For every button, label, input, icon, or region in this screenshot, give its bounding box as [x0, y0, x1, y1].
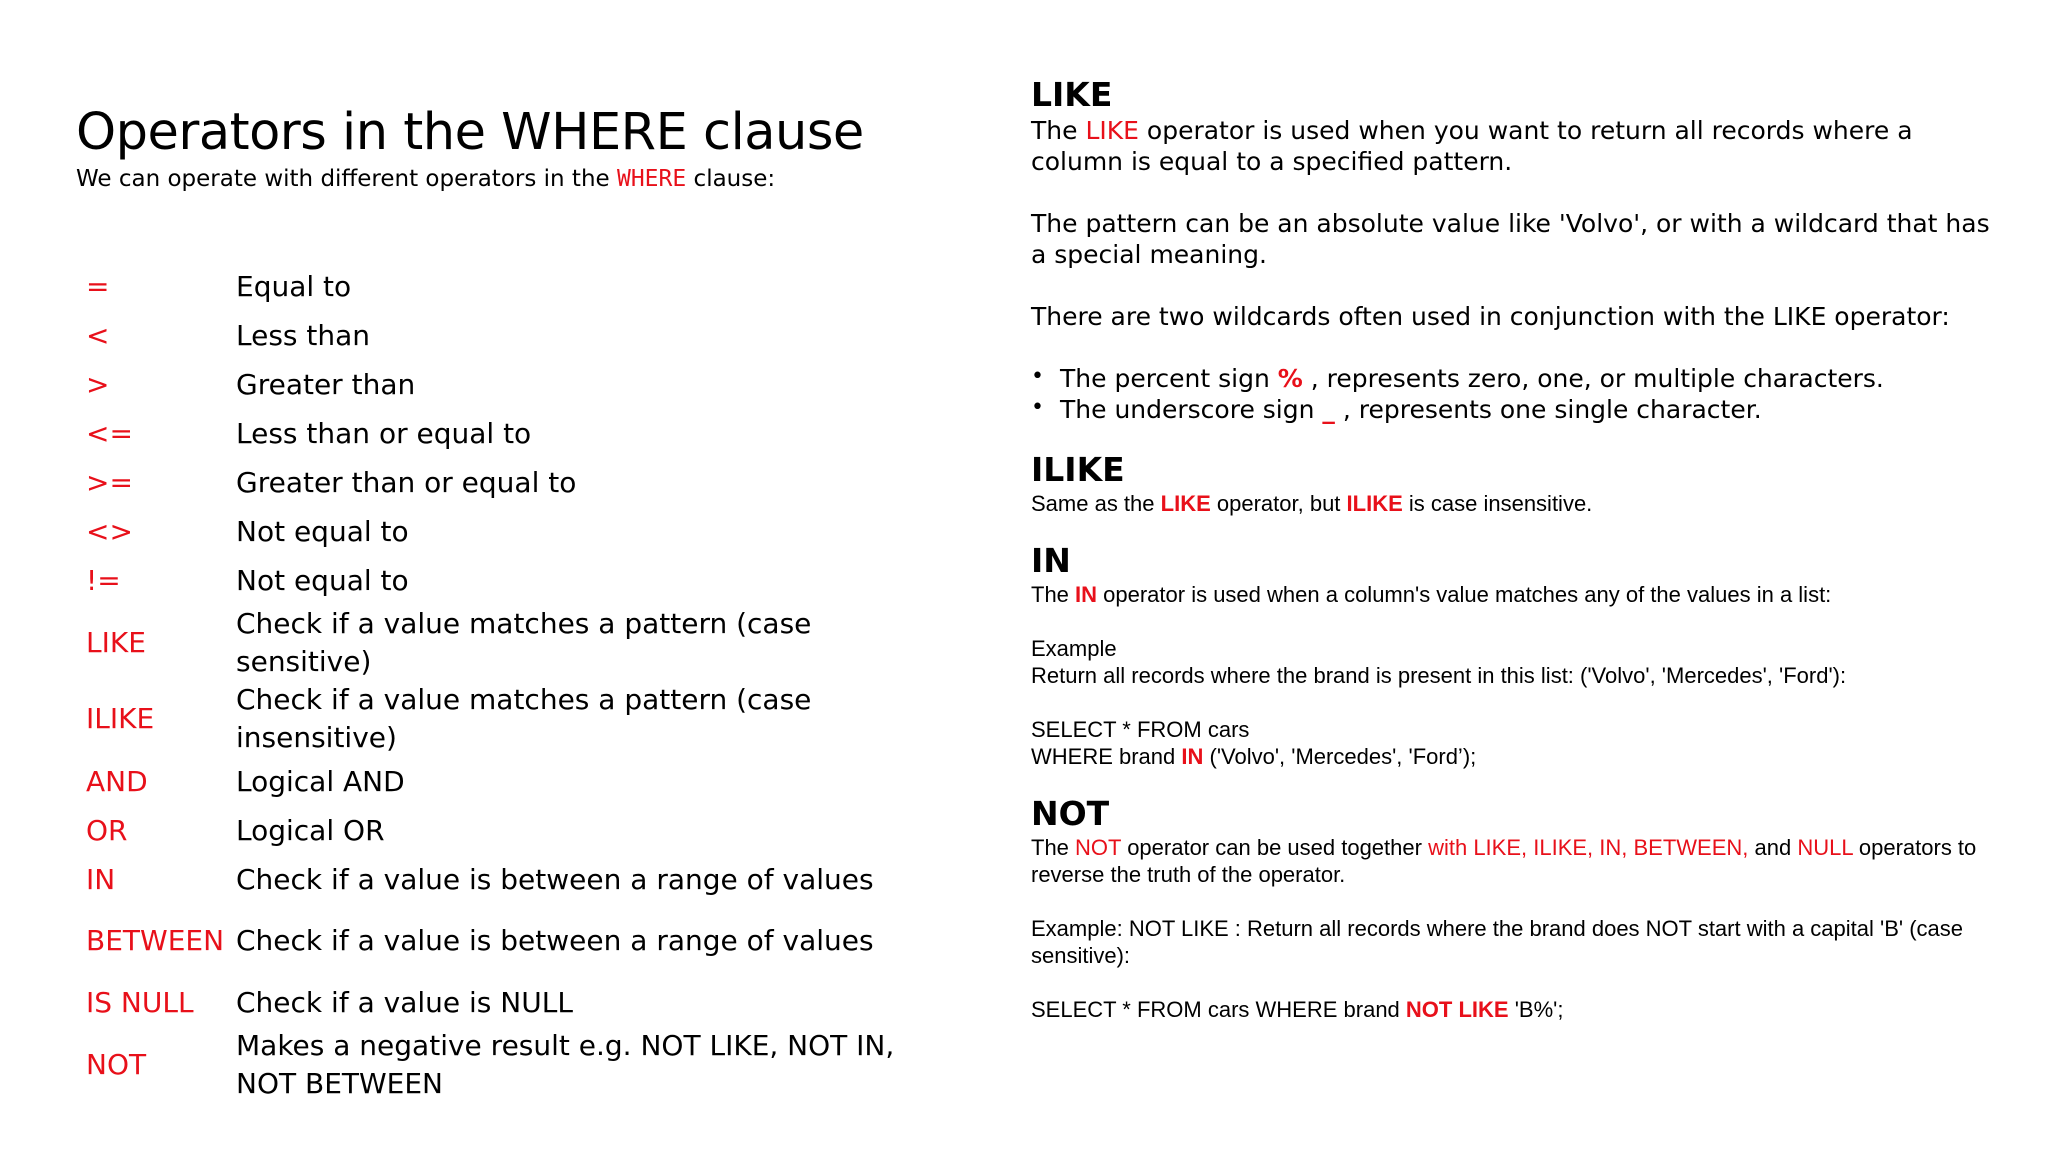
table-row	[86, 360, 926, 409]
keyword: %	[1277, 364, 1303, 393]
operator-cell: IS NULL	[86, 985, 194, 1019]
subtitle-prefix: We can operate with different operators in the	[76, 166, 617, 192]
operator-cell: >=	[86, 465, 133, 499]
operator-cell: >	[86, 367, 110, 401]
operator-cell: LIKE	[86, 626, 146, 659]
operator-cell: <	[86, 318, 110, 352]
operator-cell: OR	[86, 813, 128, 847]
like-paragraph-1	[1031, 115, 1991, 177]
keyword: IN	[1075, 582, 1098, 607]
keyword: NOT	[1075, 835, 1122, 860]
text: The	[1031, 835, 1076, 860]
table-row	[86, 409, 926, 458]
table-row	[86, 605, 926, 681]
description-cell: Equal to	[236, 269, 352, 303]
not-paragraph	[1031, 834, 1991, 888]
text: operator is used when you want to return all records where a column is equal to a specified pattern.	[1031, 116, 1913, 176]
not-sql-line	[1031, 996, 1991, 1023]
text: operators to reverse the truth of the operator.	[1031, 835, 1977, 887]
table-row	[86, 507, 926, 556]
not-heading: NOT	[1031, 794, 1110, 833]
table-row	[86, 855, 926, 904]
table-row	[86, 806, 926, 855]
in-example-label: Example	[1031, 636, 1117, 661]
description-cell: Not equal to	[236, 563, 409, 597]
ilike-heading: ILIKE	[1031, 450, 1125, 489]
in-sql-line-2	[1031, 743, 1991, 770]
text: The	[1031, 582, 1076, 607]
text: , represents zero, one, or multiple characters.	[1302, 364, 1884, 393]
description-cell: Check if a value matches a pattern (case insensitive)	[236, 683, 812, 754]
text: , represents one single character.	[1334, 395, 1762, 424]
operator-cell: ILIKE	[86, 702, 155, 735]
ilike-paragraph	[1031, 490, 1991, 517]
like-heading: LIKE	[1031, 75, 1113, 114]
description-cell: Not equal to	[236, 514, 409, 548]
details-column	[1031, 75, 1991, 1023]
table-row	[86, 681, 926, 757]
operator-cell: AND	[86, 764, 148, 798]
keyword: with LIKE, ILIKE, IN, BETWEEN,	[1428, 835, 1749, 860]
table-row	[86, 556, 926, 605]
keyword: NOT LIKE	[1405, 997, 1509, 1022]
description-cell: Logical AND	[236, 764, 405, 798]
keyword: NULL	[1797, 835, 1853, 860]
description-cell: Makes a negative result e.g. NOT LIKE, NOT IN, NOT BETWEEN	[236, 1029, 895, 1100]
keyword: _	[1322, 395, 1335, 424]
text: WHERE brand	[1031, 744, 1182, 769]
text: operator is used when a column's value matches any of the values in a list:	[1097, 582, 1832, 607]
operator-cell: =	[86, 269, 110, 303]
operator-cell: !=	[86, 563, 121, 597]
text: SELECT * FROM cars WHERE brand	[1031, 997, 1406, 1022]
description-cell: Check if a value matches a pattern (case sensitive)	[236, 607, 812, 678]
page-subtitle	[76, 166, 775, 192]
wildcard-list	[1031, 363, 1991, 425]
description-cell: Check if a value is between a range of values	[236, 862, 874, 896]
keyword: IN	[1181, 744, 1204, 769]
description-cell: Logical OR	[236, 813, 385, 847]
operator-cell: NOT	[86, 1048, 147, 1081]
text: Same as the	[1031, 491, 1161, 516]
operator-cell: BETWEEN	[86, 924, 225, 957]
in-sql-line-1: SELECT * FROM cars	[1031, 717, 1250, 742]
text: The	[1031, 116, 1086, 145]
text: operator can be used together	[1121, 835, 1429, 860]
text: 'B%';	[1508, 997, 1564, 1022]
text: The underscore sign	[1060, 395, 1323, 424]
description-cell: Check if a value is NULL	[236, 985, 573, 1019]
table-row	[86, 978, 926, 1027]
list-item	[1031, 363, 1991, 394]
in-heading: IN	[1031, 541, 1071, 580]
not-example: Example: NOT LIKE : Return all records where the brand does NOT start with a capital 'B' (case sensitive):	[1031, 916, 1963, 968]
in-paragraph	[1031, 581, 1991, 608]
like-paragraph-3: There are two wildcards often used in conjunction with the LIKE operator:	[1031, 302, 1950, 331]
list-item	[1031, 394, 1991, 425]
operator-cell: <>	[86, 514, 133, 548]
like-paragraph-2: The pattern can be an absolute value like 'Volvo', or with a wildcard that has a special meaning.	[1031, 209, 1990, 269]
table-row	[86, 458, 926, 507]
operators-table	[86, 262, 926, 1103]
text: The percent sign	[1060, 364, 1278, 393]
text: operator, but	[1210, 491, 1347, 516]
text: ('Volvo', 'Mercedes', 'Ford’);	[1203, 744, 1477, 769]
table-row	[86, 757, 926, 806]
description-cell: Less than	[236, 318, 371, 352]
table-row	[86, 1027, 926, 1103]
table-row	[86, 904, 926, 978]
in-example-description: Return all records where the brand is present in this list: ('Volvo', 'Mercedes', 'Ford'):	[1031, 663, 1847, 688]
subtitle-code-keyword: WHERE	[616, 166, 687, 192]
table-row	[86, 262, 926, 311]
subtitle-suffix: clause:	[686, 166, 776, 192]
page-title: Operators in the WHERE clause	[76, 103, 864, 162]
description-cell: Check if a value is between a range of values	[236, 924, 874, 957]
description-cell: Greater than	[236, 367, 416, 401]
text: is case insensitive.	[1402, 491, 1593, 516]
keyword: LIKE	[1160, 491, 1211, 516]
text: and	[1748, 835, 1798, 860]
operator-cell: IN	[86, 862, 116, 896]
table-row	[86, 311, 926, 360]
description-cell: Greater than or equal to	[236, 465, 577, 499]
keyword: ILIKE	[1346, 491, 1403, 516]
description-cell: Less than or equal to	[236, 416, 532, 450]
operator-cell: <=	[86, 416, 133, 450]
keyword: LIKE	[1085, 116, 1139, 145]
